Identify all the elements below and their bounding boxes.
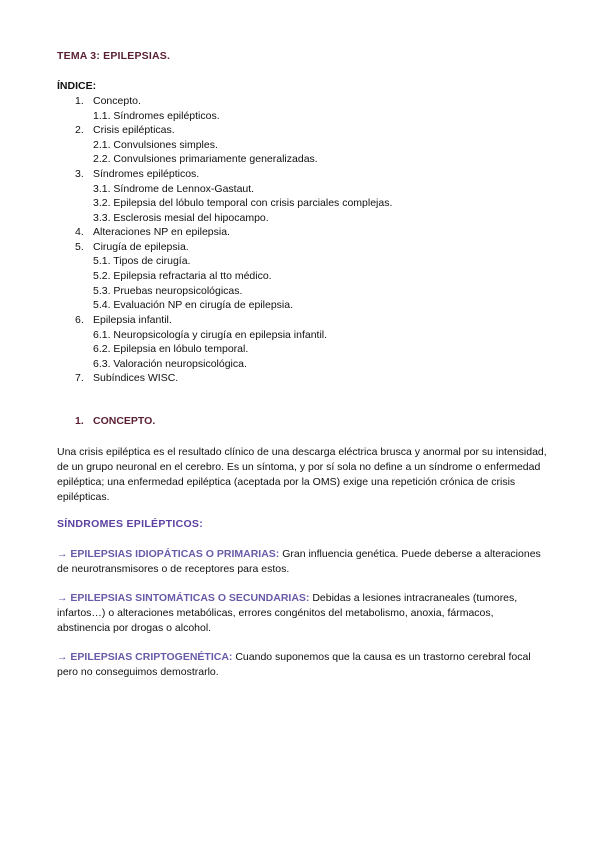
toc-subitem: 5.2. Epilepsia refractaria al tto médico. xyxy=(93,270,272,282)
syndrome-entry-symptomatic xyxy=(57,591,547,636)
toc-subitem: 2.1. Convulsiones simples. xyxy=(93,139,218,151)
toc-subitem: 5.3. Pruebas neuropsicológicas. xyxy=(93,285,243,297)
syndromes-heading: SÍNDROMES EPILÉPTICOS: xyxy=(57,518,204,530)
toc-subitem: 5.1. Tipos de cirugía. xyxy=(93,255,191,267)
toc-subitem: 5.4. Evaluación NP en cirugía de epilepsia. xyxy=(93,299,294,311)
toc-subitem: 3.3. Esclerosis mesial del hipocampo. xyxy=(93,212,269,224)
document-title: TEMA 3: EPILEPSIAS. xyxy=(57,50,171,62)
toc-subitem: 6.3. Valoración neuropsicológica. xyxy=(93,358,247,370)
toc-subitem: 2.2. Convulsiones primariamente generalizadas. xyxy=(93,153,318,165)
toc-subitem: 1.1. Síndromes epilépticos. xyxy=(93,110,220,122)
index-heading: ÍNDICE: xyxy=(57,80,97,92)
toc-subitem: 3.2. Epilepsia del lóbulo temporal con crisis parciales complejas. xyxy=(93,197,393,209)
syndrome-description: Gran influencia genética. Puede deberse a alteraciones de neurotransmisores o de receptores para estos. xyxy=(57,548,541,575)
toc-subitem: 6.2. Epilepsia en lóbulo temporal. xyxy=(93,343,249,355)
syndrome-term: → EPILEPSIAS CRIPTOGENÉTICA: xyxy=(57,651,233,663)
syndrome-term: → EPILEPSIAS IDIOPÁTICAS O PRIMARIAS: xyxy=(57,548,280,560)
concept-paragraph: Una crisis epiléptica es el resultado clínico de una descarga eléctrica brusca y anormal por su intensidad, de un grupo neuronal en el cerebro. Es un síntoma, y por sí sola no define a un síndrome o enfermedad epiléptica; una enfermedad epiléptica (aceptada por la OMS) exige una repetición crónica de crisis epilépticas. xyxy=(57,446,547,503)
syndrome-term: → EPILEPSIAS SINTOMÁTICAS O SECUNDARIAS: xyxy=(57,592,310,604)
toc-subitem: 6.1. Neuropsicología y cirugía en epilepsia infantil. xyxy=(93,329,328,341)
document-page: TEMA 3: EPILEPSIAS. ÍNDICE: 1. Concepto. 1.1. Síndromes epilépticos. 2. Crisis epilépticas. 2.1. Convulsiones simples. 2.2. Convulsiones primariamente generalizadas. 3. Síndromes epilépticos. 3.1. Síndrome de Lennox-Gastaut. 3.2. Epilepsia del lóbulo temporal con crisis parciales complejas. 3.3. Esclerosis mesial del hipocampo. 4. Alteraciones NP en epilepsia. 5. Cirugía de epilepsia. 5.1. Tipos de cirugía. 5.2. Epilepsia refractaria al tto médico. 5.3. Pruebas neuropsicológicas. 5.4. Evaluación NP en cirugía de epilepsia. 6. Epilepsia infantil. 6.1. Neuropsicología y cirugía en epilepsia infantil. 6.2. Epilepsia en lóbulo temporal. 6.3. Valoración neuropsicológica. 7. Subíndices WISC. 1. CONCEPTO. Una crisis epiléptica es el resultado clínico de una descarga eléctrica brusca y anormal por su intensidad, de un grupo neuronal en el cerebro. Es un síntoma, y por sí sola no define a un síndrome o enfermedad epiléptica; una enfermedad epiléptica (aceptada por la OMS) exige una repetición crónica de crisis epilépticas. SÍNDROMES EPILÉPTICOS: → EPILEPSIAS IDIOPÁTICAS O PRIMARIAS: Gran influencia genética. Puede deberse a alteraciones de neurotransmisores o de receptores para estos. → EPILEPSIAS SINTOMÁTICAS O SECUNDARIAS: Debidas a lesiones intracraneales (tumores, infartos…) o alteraciones metabólicas, errores congénitos del metabolismo, anoxia, fármacos, abstinencia por drogas o alcohol. → EPILEPSIAS CRIPTOGENÉTICA: Cuando suponemos que la causa es un trastorno cerebral focal pero no conseguimos demostrarlo. xyxy=(57,50,547,678)
syndrome-entry-idiopathic xyxy=(57,547,547,577)
syndrome-description: Debidas a lesiones intracraneales (tumores, infartos…) o alteraciones metabólicas, errores congénitos del metabolismo, anoxia, fármacos, abstinencia por drogas o alcohol. xyxy=(57,592,518,634)
toc-subitem: 3.1. Síndrome de Lennox-Gastaut. xyxy=(93,183,255,195)
syndrome-entry-cryptogenic xyxy=(57,650,547,680)
syndrome-description: Cuando suponemos que la causa es un trastorno cerebral focal pero no conseguimos demostrarlo. xyxy=(57,651,531,678)
